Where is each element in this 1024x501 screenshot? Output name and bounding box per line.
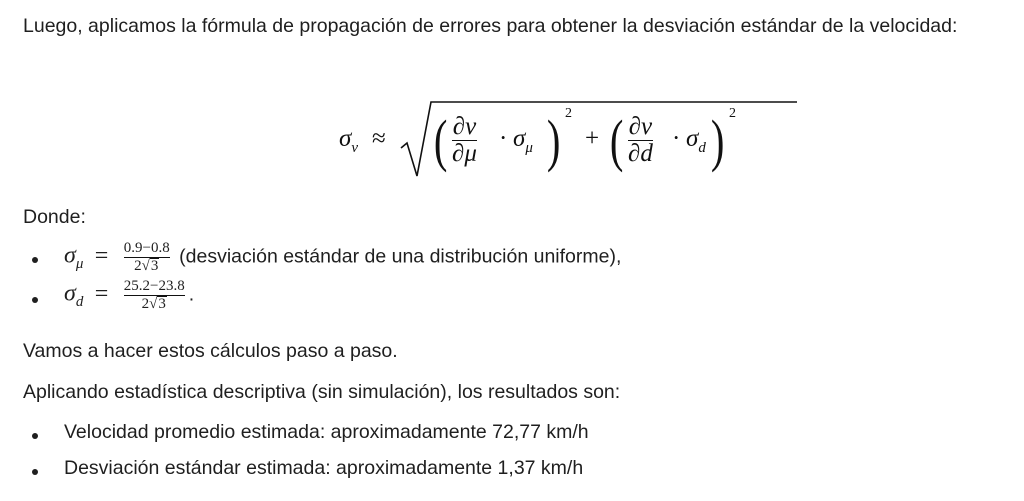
plus-operator: +: [585, 125, 600, 152]
paren-close-1: ): [546, 108, 561, 173]
error-propagation-formula: [23, 98, 1003, 183]
item-description: (desviación estándar de una distribución uniforme),: [179, 245, 622, 268]
formula-lhs: $\sigma_v$: [339, 125, 359, 156]
intro-paragraph: Luego, aplicamos la fórmula de propagación de errores para obtener la desviación estándar de la velocidad:: [23, 15, 958, 37]
bullet-icon: [32, 297, 38, 303]
fraction-sigma-mu: $\frac{0.9-0.8}{2√3}$: [123, 240, 170, 274]
fraction-dv-dd: ∂v ∂d: [628, 113, 653, 168]
sigma-mu: $\sigma_\mu$: [513, 125, 533, 156]
dot-operator: ·: [672, 125, 681, 152]
exponent-2: 2: [729, 106, 736, 121]
sigma-d: $\sigma_d$: [686, 125, 706, 156]
fraction-dv-dmu: ∂v ∂μ: [452, 113, 477, 168]
paren-open-1: (: [433, 108, 448, 173]
fraction-sigma-d: $\frac{25.2-23.8}{2√3}$: [123, 278, 185, 312]
bullet-icon: [32, 257, 38, 263]
approx-symbol: ≈: [372, 125, 386, 152]
donde-label: Donde:: [23, 206, 86, 228]
bullet-icon: [32, 469, 38, 475]
item-description: .: [188, 283, 195, 306]
paren-open-2: (: [609, 108, 624, 173]
dot-operator: ·: [499, 125, 508, 152]
exponent-1: 2: [565, 106, 572, 121]
paren-close-2: ): [710, 108, 725, 173]
result-average-speed: Velocidad promedio estimada: aproximadamente 72,77 km/h: [64, 421, 589, 443]
step-paragraph: Vamos a hacer estos cálculos paso a paso.: [23, 340, 398, 362]
results-intro: Aplicando estadística descriptiva (sin simulación), los resultados son:: [23, 381, 621, 403]
result-std-deviation: Desviación estándar estimada: aproximadamente 1,37 km/h: [64, 457, 584, 479]
bullet-icon: [32, 433, 38, 439]
